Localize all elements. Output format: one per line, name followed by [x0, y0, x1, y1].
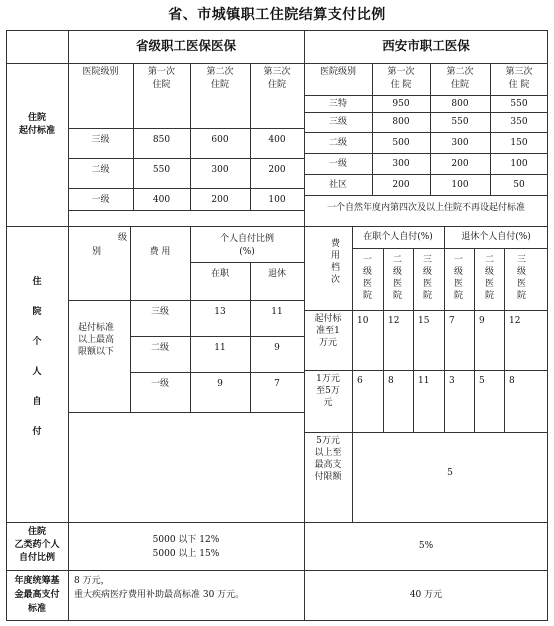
cell-text: 以上最高: [78, 335, 115, 345]
cell-text: 11: [214, 343, 226, 353]
cell-text: 300: [392, 159, 410, 169]
cell-text: 第二次: [206, 67, 234, 77]
cell-text: 一级医院: [453, 255, 463, 301]
cell-text: 住: [32, 277, 42, 287]
cell-text: 起付标准: [18, 126, 55, 136]
cell-text: 起付标准: [78, 323, 115, 333]
cell-text: (%): [239, 247, 255, 257]
cell-text: 住院: [27, 527, 46, 537]
cell-text: 二级医院: [484, 255, 494, 301]
provincial-header: 省级职工医保医保: [135, 38, 236, 53]
cell-text: 住院: [267, 80, 286, 90]
cell-text: 800: [392, 117, 410, 127]
cell-text: 一级: [328, 159, 347, 169]
cell-text: 别: [92, 247, 102, 257]
cell-text: 在职个人自付(%): [363, 232, 433, 242]
cell-text: 住 院: [508, 80, 530, 90]
cell-text: 一级: [150, 379, 169, 389]
cell-text: 三级医院: [422, 255, 432, 301]
cell-text: 三级: [91, 135, 110, 145]
cell-text: 11: [418, 376, 430, 386]
cell-text: 三特: [328, 99, 347, 109]
cell-text: 自付比例: [18, 553, 55, 563]
cell-text: 200: [392, 180, 410, 190]
cell-text: 级: [118, 233, 128, 243]
cell-text: 人: [32, 367, 42, 377]
cell-text: 退休个人自付(%): [461, 232, 531, 242]
cell-text: 第三次: [505, 67, 533, 77]
cell-text: 付: [32, 427, 42, 437]
cell-text: 40 万元: [409, 590, 443, 600]
cell-text: 乙类药个人: [14, 540, 60, 550]
cell-text: 200: [211, 195, 229, 205]
cell-text: 住院: [152, 80, 171, 90]
range-header: 费用档次: [330, 239, 340, 285]
cell-text: 13: [214, 307, 226, 317]
cell-text: 住院: [27, 113, 46, 123]
cell-text: 住院: [450, 80, 469, 90]
cell-text: 二级: [328, 138, 347, 148]
cell-text: 住 院: [390, 80, 412, 90]
cell-text: 400: [152, 195, 171, 205]
cell-text: 600: [211, 135, 229, 145]
cell-text: 住院: [210, 80, 229, 90]
cell-text: 7: [274, 379, 280, 389]
cell-text: 自: [32, 397, 42, 407]
cell-text: 5: [479, 376, 485, 386]
cell-text: 300: [211, 165, 229, 175]
cell-text: 200: [451, 159, 469, 169]
cell-text: 三级: [328, 117, 347, 127]
xian-threshold-note: 一个自然年度内第四次及以上住院不再设起付标准: [326, 203, 525, 213]
page-title: 省、市城镇职工住院结算支付比例: [168, 7, 386, 23]
cell-text: 400: [268, 135, 286, 145]
cell-text: 5: [447, 468, 453, 478]
xian-header: 西安市职工医保: [382, 38, 470, 53]
cell-text: 200: [268, 165, 286, 175]
cell-text: 三级: [150, 307, 169, 317]
cell-text: 100: [510, 159, 528, 169]
cell-text: 第二次: [446, 67, 474, 77]
cell-text: 500: [392, 138, 410, 148]
cell-text: 院: [32, 307, 42, 317]
cell-text: 二级: [91, 165, 110, 175]
cell-text: 年度统筹基: [14, 576, 60, 586]
cell-text: 8 万元，: [74, 576, 110, 586]
cell-text: 850: [152, 135, 171, 145]
cell-text: 退休: [267, 269, 286, 279]
cell-text: 医院级别: [319, 67, 356, 77]
cell-text: 重大疾病医疗费用补助最高标准 30 万元。: [74, 590, 245, 600]
cell-text: 第三次: [263, 67, 291, 77]
cell-text: 1万元至5万元: [316, 374, 340, 408]
cell-text: 800: [451, 99, 469, 109]
cell-text: 个: [32, 337, 42, 347]
cell-text: 150: [510, 138, 528, 148]
cell-text: 一级: [91, 195, 110, 205]
cell-text: 8: [509, 376, 515, 386]
cell-text: 550: [510, 99, 528, 109]
cell-text: 第一次: [147, 67, 175, 77]
cell-text: 8: [388, 376, 394, 386]
cell-text: 9: [274, 343, 280, 353]
cell-text: 第一次: [387, 67, 415, 77]
cell-text: 个人自付比例: [219, 234, 274, 244]
cell-text: 950: [392, 99, 410, 109]
cell-text: 金最高支付: [14, 590, 60, 600]
cell-text: 5万元以上至最高支付限额: [314, 436, 342, 482]
cell-text: 5%: [418, 541, 434, 551]
cell-text: 医院级别: [82, 67, 119, 77]
cell-text: 50: [513, 180, 525, 190]
cell-text: 三级医院: [516, 255, 526, 301]
cell-text: 5000 以上 15%: [152, 549, 220, 559]
cell-text: 9: [479, 316, 485, 326]
cell-text: 550: [451, 117, 469, 127]
cell-text: 350: [510, 117, 528, 127]
cell-text: 100: [451, 180, 469, 190]
cell-text: 二级医院: [392, 255, 402, 301]
cell-text: 二级: [150, 343, 169, 353]
cell-text: 6: [357, 376, 363, 386]
cell-text: 限额以下: [78, 347, 115, 357]
cell-text: 5000 以下 12%: [152, 535, 220, 545]
cell-text: 7: [449, 316, 455, 326]
cell-text: 社区: [328, 180, 347, 190]
cell-text: 标准: [27, 604, 46, 614]
cell-text: 100: [268, 195, 286, 205]
cell-text: 10: [357, 316, 369, 326]
cell-text: 一级医院: [362, 255, 372, 301]
cell-text: 15: [418, 316, 430, 326]
cell-text: 11: [271, 307, 283, 317]
cell-text: 3: [449, 376, 455, 386]
cell-text: 550: [152, 165, 171, 175]
cell-text: 12: [388, 316, 400, 326]
cell-text: 9: [217, 379, 223, 389]
cell-text: 在职: [210, 269, 229, 279]
cell-text: 起付标准至1万元: [314, 314, 342, 348]
cell-text: 300: [451, 138, 469, 148]
cell-text: 12: [509, 316, 521, 326]
cell-text: 费 用: [149, 247, 171, 257]
